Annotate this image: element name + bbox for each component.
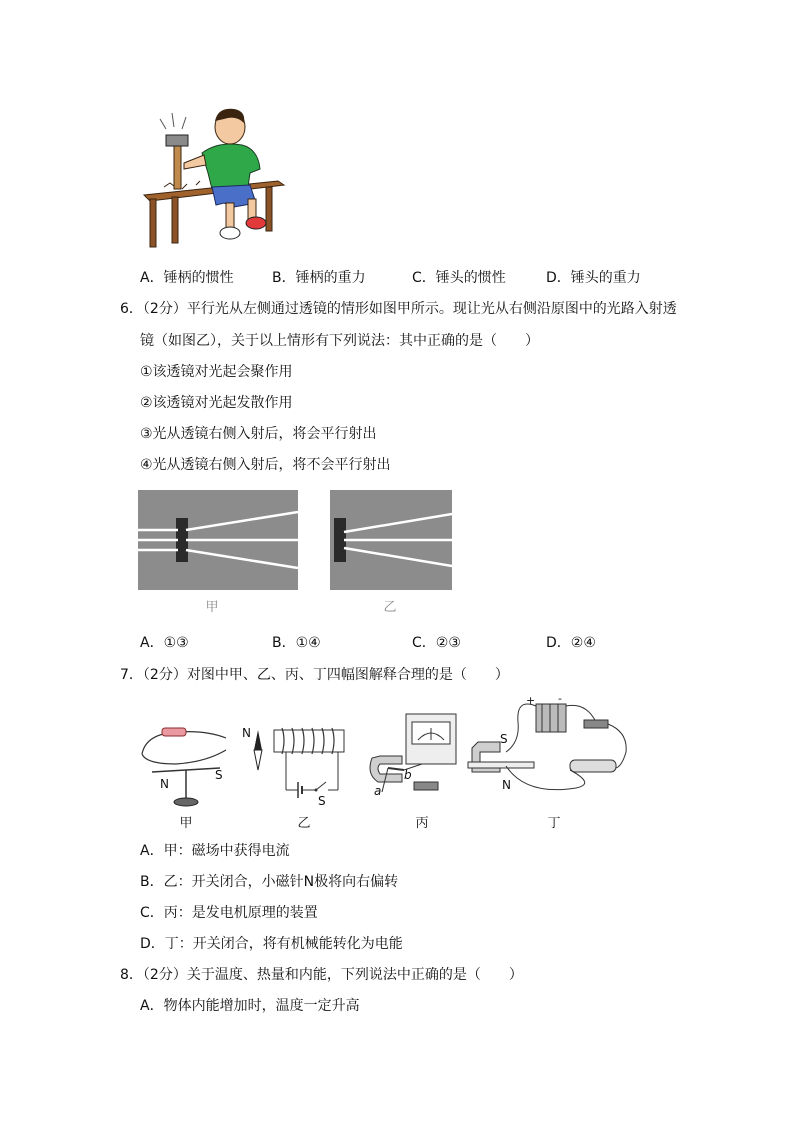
q7-bing-b-label: b [404, 768, 412, 782]
q6-statement-3: ③光从透镜右侧入射后，将会平行射出 [140, 426, 377, 442]
q7-ding-n-label: N [502, 778, 511, 792]
q7-jia-n-label: N [160, 777, 169, 791]
q7-yi-n-label: N [242, 726, 251, 740]
q7-option-c: C．丙：是发电机原理的装置 [140, 905, 318, 921]
q7-figure-jia-label: 甲 [179, 816, 193, 831]
q6-statement-2: ②该透镜对光起发散作用 [140, 395, 293, 411]
q7-ding-s-label: S [500, 732, 508, 746]
q6-option-d: D．②④ [546, 635, 596, 651]
q6-statement-4: ④光从透镜右侧入射后，将不会平行射出 [140, 457, 391, 473]
q7-figure-yi [238, 720, 356, 812]
q7-figure-bing-label: 丙 [415, 816, 429, 831]
q7-option-a: A．甲：磁场中获得电流 [140, 843, 290, 859]
q5-option-d: D．锤头的重力 [546, 270, 641, 286]
q6-stem-line2: 镜（如图乙），关于以上情形有下列说法：其中正确的是（ ） [140, 333, 539, 349]
q5-option-c: C．锤头的惯性 [412, 270, 506, 286]
q5-option-b: B．锤柄的重力 [272, 270, 366, 286]
q7-option-b: B．乙：开关闭合，小磁针N极将向右偏转 [140, 874, 399, 890]
lens-figure-jia-label: 甲 [205, 600, 219, 615]
lens-figure-jia [138, 490, 298, 590]
q7-option-d: D．丁：开关闭合，将有机械能转化为电能 [140, 936, 403, 952]
q7-figure-yi-label: 乙 [297, 816, 311, 831]
hammer-boy-illustration [138, 103, 298, 249]
q7-bing-a-label: a [374, 784, 382, 798]
q6-stem-line1: 6．（2分）平行光从左侧通过透镜的情形如图甲所示。现让光从右侧沿原图中的光路入射透 [120, 301, 677, 317]
q7-ding-plus-label: + [526, 694, 536, 707]
q5-option-a: A．锤柄的惯性 [140, 270, 234, 286]
q6-option-c: C．②③ [412, 635, 461, 651]
q7-ding-minus-label: - [558, 692, 562, 705]
q7-stem: 7．（2分）对图中甲、乙、丙、丁四幅图解释合理的是（ ） [120, 667, 509, 683]
lens-figure-yi-label: 乙 [383, 600, 397, 615]
lens-figure-yi [330, 490, 452, 590]
q7-yi-s-label: S [318, 794, 326, 808]
q8-stem: 8．（2分）关于温度、热量和内能，下列说法中正确的是（ ） [120, 967, 523, 983]
q6-statement-1: ①该透镜对光起会聚作用 [140, 364, 293, 380]
q8-option-a: A．物体内能增加时，温度一定升高 [140, 998, 360, 1014]
q6-option-a: A．①③ [140, 635, 189, 651]
q7-jia-s-label: S [215, 768, 223, 782]
q6-option-b: B．①④ [272, 635, 321, 651]
q7-figure-ding [466, 692, 636, 802]
q7-figure-ding-label: 丁 [547, 816, 561, 831]
